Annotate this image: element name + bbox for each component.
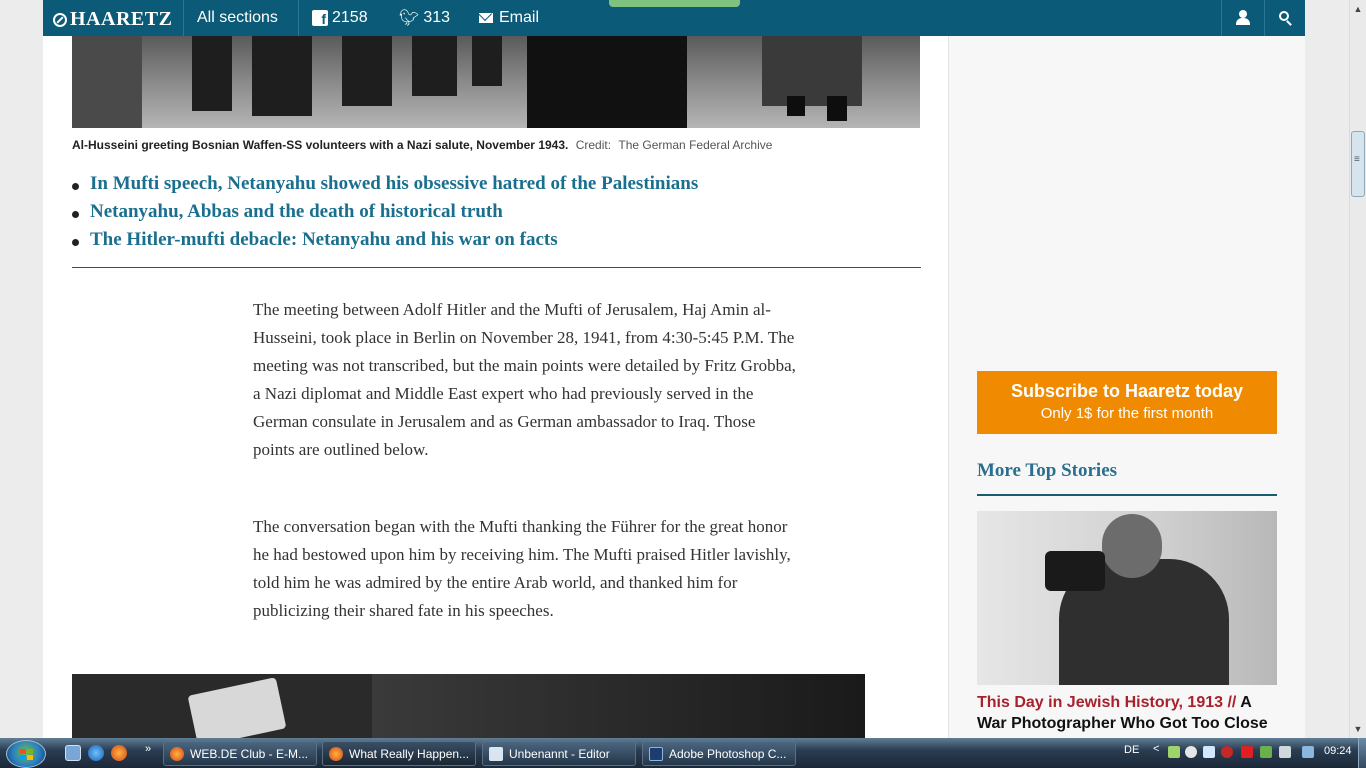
nav-divider (1221, 0, 1222, 36)
section-divider (72, 267, 921, 268)
caption-text: Al-Husseini greeting Bosnian Waffen-SS volunteers with a Nazi salute, November 1943. (72, 138, 569, 152)
subscribe-button[interactable] (977, 371, 1277, 434)
search-icon[interactable] (1279, 11, 1293, 25)
language-indicator[interactable]: DE (1124, 744, 1140, 756)
related-article-link[interactable] (72, 226, 698, 254)
twitter-icon: 🐦︎ (399, 10, 420, 27)
haaretz-logo-icon (53, 13, 67, 27)
story-title-link[interactable] (977, 692, 1277, 734)
notification-tab[interactable] (609, 0, 740, 7)
taskbar-button-label: Adobe Photoshop C... (669, 746, 787, 761)
article-photo-bottom (72, 674, 865, 738)
tray-app-icon[interactable] (1260, 746, 1272, 758)
scroll-down-icon[interactable]: ▼ (1353, 724, 1363, 734)
caption-credit: The German Federal Archive (618, 138, 773, 152)
article-paragraph: The conversation began with the Mufti thanking the Führer for the great honor he had bestowed upon him by receiving him. The Mufti praised Hitler lavishly, told him he was admired by the entire Arab world, and thanked him for publicizing their shared fate in his speeches. (253, 517, 791, 620)
email-icon (479, 13, 493, 23)
all-sections-menu[interactable]: All sections (197, 9, 278, 26)
bullet-icon (72, 183, 79, 190)
bullet-icon (72, 239, 79, 246)
nav-divider (298, 0, 299, 36)
email-label: Email (499, 9, 540, 26)
related-articles-list (72, 170, 698, 254)
notepad-icon (489, 747, 503, 761)
facebook-count: 2158 (332, 9, 368, 26)
taskbar-button-webde[interactable] (163, 741, 317, 766)
photoshop-icon (649, 747, 663, 761)
logo-text: HAARETZ (70, 8, 173, 30)
user-icon[interactable] (1236, 10, 1250, 26)
taskbar-button-editor[interactable] (482, 741, 636, 766)
more-top-stories-heading: More Top Stories (977, 460, 1118, 481)
subscribe-subtitle: Only 1$ for the first month (1040, 405, 1214, 422)
article-photo-top (72, 36, 920, 128)
nav-divider (1264, 0, 1265, 36)
windows-flag-icon (20, 749, 34, 761)
taskbar-button-label: What Really Happen... (349, 746, 470, 761)
firefox-icon[interactable] (111, 745, 127, 761)
adobe-reader-icon[interactable] (1241, 746, 1253, 758)
related-article-title[interactable]: The Hitler-mufti debacle: Netanyahu and his war on facts (90, 229, 558, 250)
volume-icon[interactable] (1279, 746, 1291, 758)
show-desktop-icon[interactable] (65, 745, 81, 761)
related-article-link[interactable] (72, 170, 698, 198)
caption-credit-label: Credit: (575, 138, 612, 152)
start-button[interactable] (6, 740, 46, 768)
twitter-share-button[interactable] (399, 0, 450, 36)
email-share-button[interactable] (479, 0, 539, 36)
article-paragraph: The meeting between Adolf Hitler and the Mufti of Jerusalem, Haj Amin al-Husseini, took place in Berlin on November 28, 1941, from 4:30-5:45 P.M. The meeting was not transcribed, but the main points were detailed by Fritz Grobba, a Nazi diplomat and Middle East expert who had previously served in the German consulate in Jerusalem and as German ambassador to Iraq. Those points are outlined below. (253, 300, 796, 459)
haaretz-logo[interactable] (53, 8, 172, 31)
network-icon[interactable] (1302, 746, 1314, 758)
related-article-title[interactable]: Netanyahu, Abbas and the death of historical truth (90, 201, 503, 222)
subscribe-title: Subscribe to Haaretz today (1010, 381, 1244, 401)
scroll-thumb[interactable] (1351, 131, 1365, 197)
firefox-icon (329, 747, 343, 761)
vertical-scrollbar[interactable] (1349, 0, 1366, 738)
quicklaunch-overflow[interactable]: » (145, 743, 152, 755)
taskbar-button-article[interactable] (322, 741, 476, 766)
facebook-icon: f (312, 10, 328, 26)
tray-expand-icon[interactable]: < (1153, 743, 1160, 755)
tray-app-icon[interactable] (1203, 746, 1215, 758)
taskbar-button-photoshop[interactable] (642, 741, 796, 766)
photo-caption (72, 138, 772, 152)
firefox-icon (170, 747, 184, 761)
tray-app-icon[interactable] (1221, 746, 1233, 758)
story-image[interactable] (977, 511, 1277, 685)
taskbar-button-label: Unbenannt - Editor (509, 746, 610, 761)
twitter-count: 313 (423, 9, 451, 26)
story-highlight: This Day in Jewish History, 1913 // (977, 694, 1237, 711)
taskbar-button-label: WEB.DE Club - E-M... (190, 746, 309, 761)
tray-app-icon[interactable] (1185, 746, 1197, 758)
internet-explorer-icon[interactable] (88, 745, 104, 761)
nav-divider (183, 0, 184, 36)
related-article-link[interactable] (72, 198, 698, 226)
bullet-icon (72, 211, 79, 218)
show-desktop-button[interactable] (1358, 738, 1366, 768)
story-headline: A War Photographer Who Got Too Close (977, 694, 1268, 732)
related-article-title[interactable]: In Mufti speech, Netanyahu showed his obsessive hatred of the Palestinians (90, 173, 699, 194)
tray-app-icon[interactable] (1168, 746, 1180, 758)
facebook-share-button[interactable] (312, 0, 368, 36)
taskbar-clock[interactable]: 09:24 (1324, 745, 1352, 757)
scroll-up-icon[interactable]: ▲ (1353, 4, 1363, 14)
more-top-stories-divider (977, 494, 1277, 496)
